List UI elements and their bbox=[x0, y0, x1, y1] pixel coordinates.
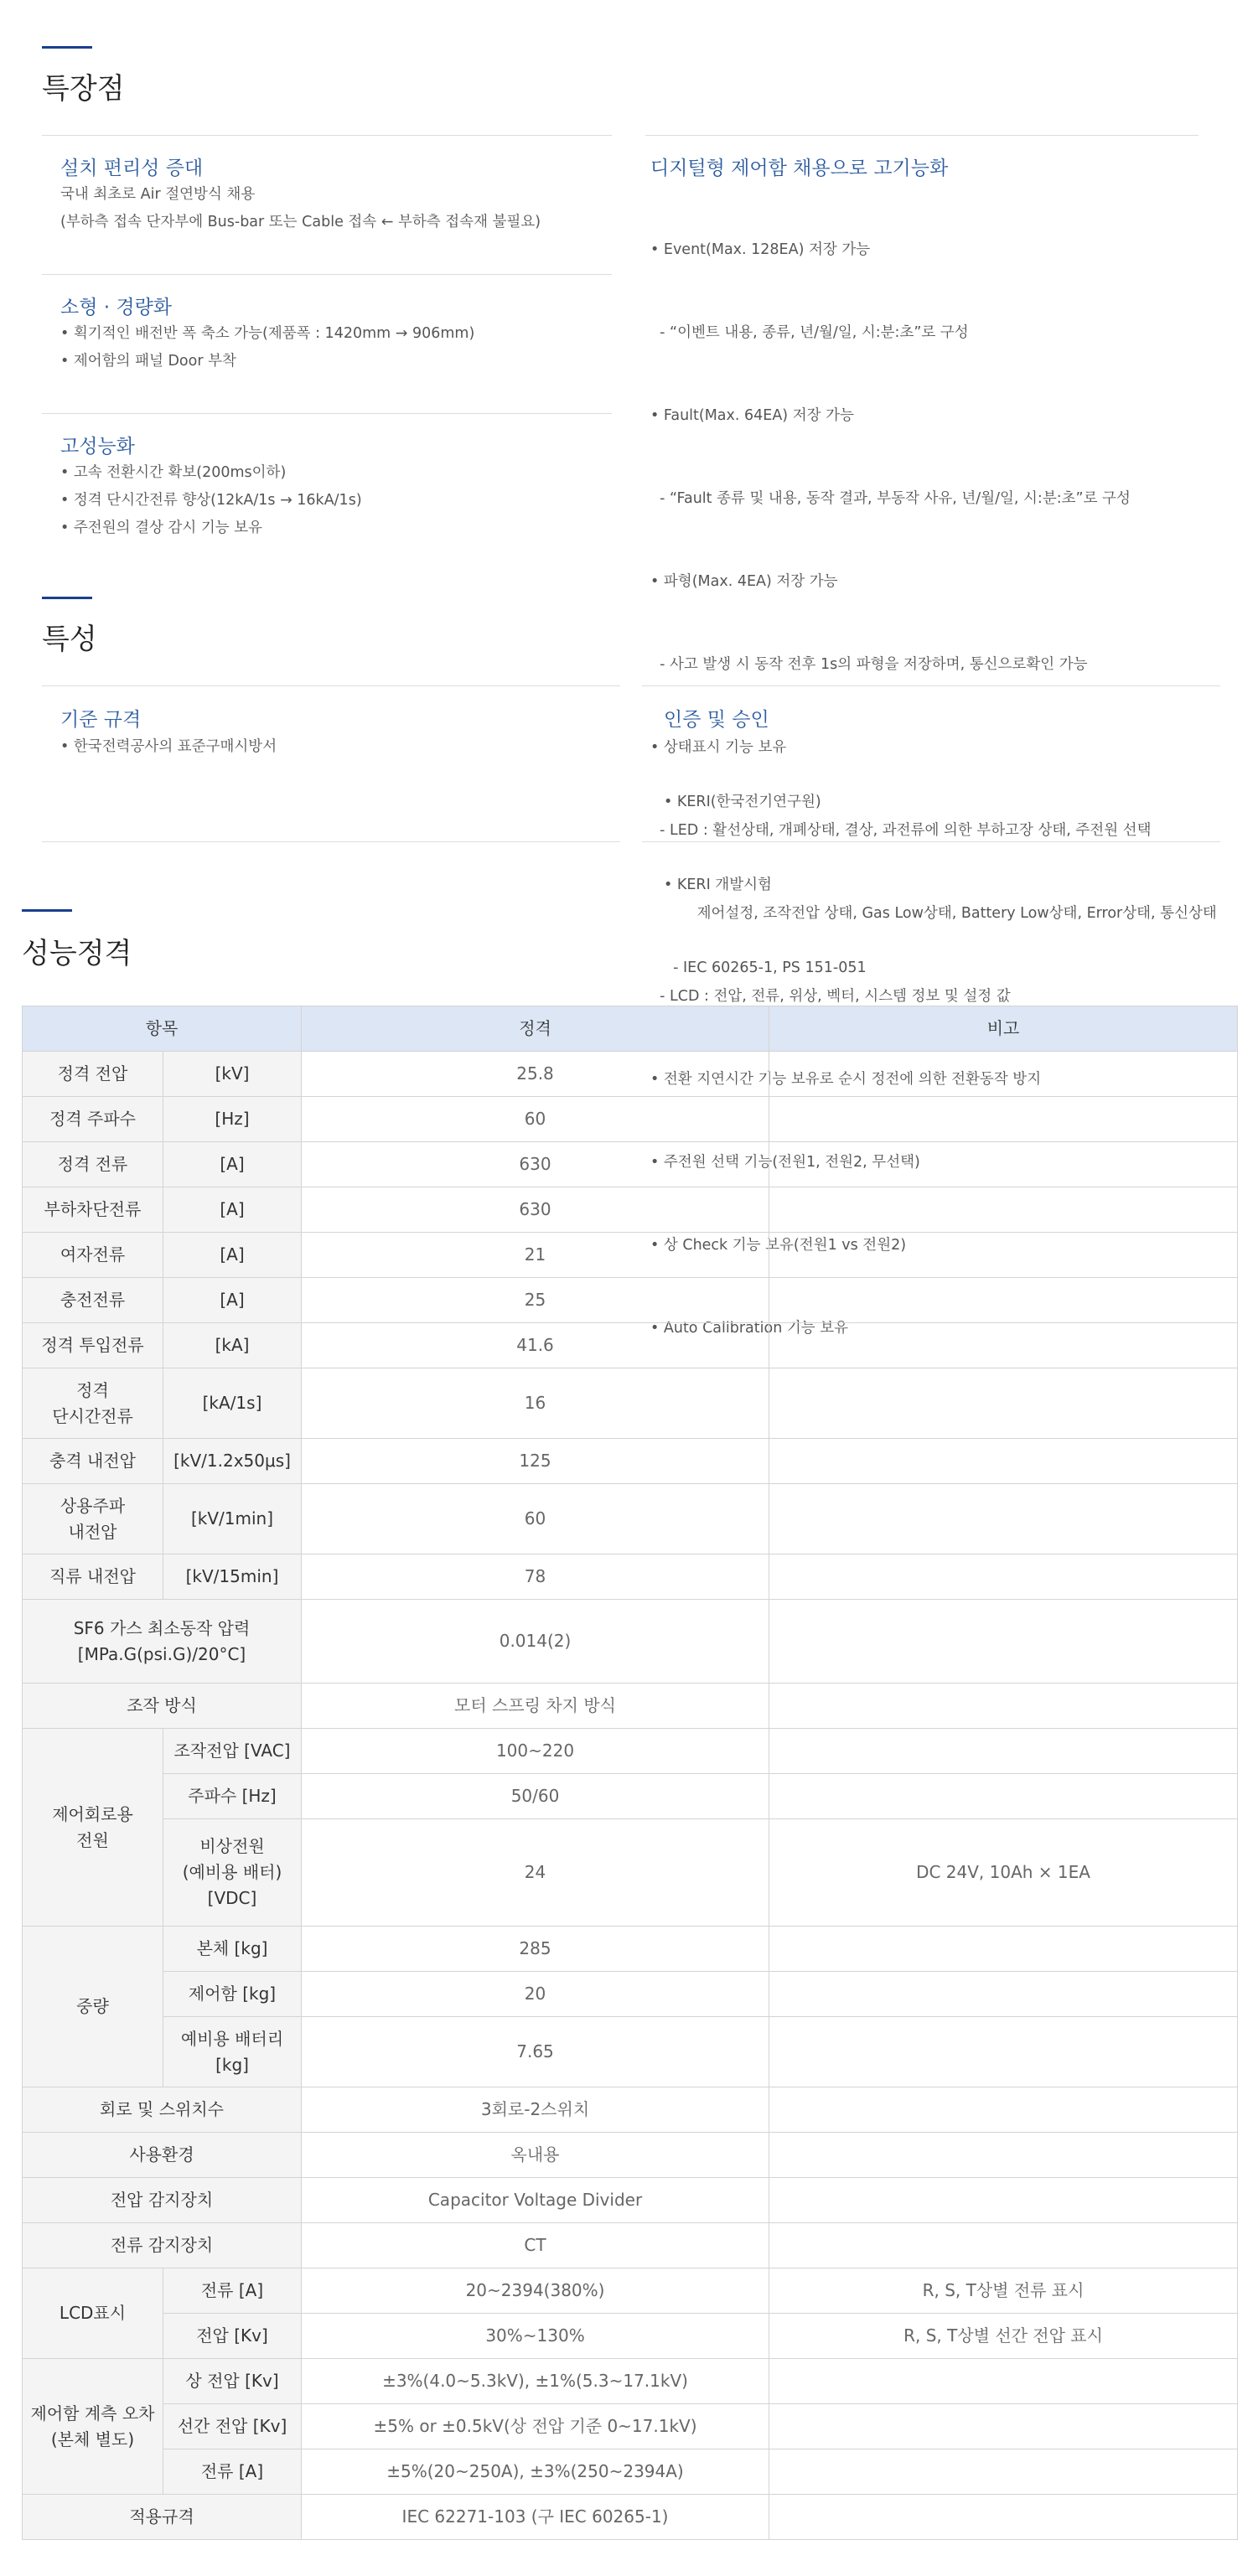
row-note: R, S, T상별 전류 표시 bbox=[769, 2268, 1238, 2314]
row-label: SF6 가스 최소동작 압력 [MPa.G(psi.G)/20°C] bbox=[23, 1600, 302, 1684]
table-row bbox=[23, 1323, 1238, 1368]
table-row bbox=[23, 1233, 1238, 1278]
table-row bbox=[23, 1684, 1238, 1729]
row-value: 100~220 bbox=[302, 1729, 769, 1774]
list-item: - LCD : 전압, 전류, 위상, 벡터, 시스템 정보 및 설정 값 bbox=[650, 988, 1011, 1005]
table-row bbox=[23, 2087, 1238, 2133]
row-value: 20 bbox=[302, 1972, 769, 2017]
row-value: 25.8 bbox=[302, 1052, 769, 1097]
row-note bbox=[769, 1278, 1238, 1323]
row-label: 제어함 [kg] bbox=[163, 1972, 302, 2017]
divider bbox=[42, 135, 612, 136]
table-row bbox=[23, 2449, 1238, 2495]
feature-list-compact bbox=[60, 320, 474, 375]
row-label: 정격 투입전류 bbox=[23, 1323, 163, 1368]
row-value: ±5%(20~250A), ±3%(250~2394A) bbox=[302, 2449, 769, 2495]
row-value: ±3%(4.0~5.3kV), ±1%(5.3~17.1kV) bbox=[302, 2359, 769, 2404]
list-item: • 전환 지연시간 기능 보유로 순시 정전에 의한 전환동작 방지 bbox=[650, 1071, 1042, 1088]
row-label: 상 전압 [Kv] bbox=[163, 2359, 302, 2404]
row-value: 20~2394(380%) bbox=[302, 2268, 769, 2314]
row-value: 7.65 bbox=[302, 2017, 769, 2087]
table-row bbox=[23, 1368, 1238, 1439]
list-item: 제어설정, 조작전압 상태, Gas Low상태, Battery Low상태, Error상태, 통신상태 bbox=[650, 905, 1217, 922]
table-row bbox=[23, 2495, 1238, 2540]
row-label: 전압 [Kv] bbox=[163, 2314, 302, 2359]
list-item: • KERI(한국전기연구원) bbox=[664, 794, 821, 810]
table-row bbox=[23, 1729, 1238, 1774]
table-row bbox=[23, 1600, 1238, 1684]
row-unit: [A] bbox=[163, 1233, 302, 1278]
row-value: 21 bbox=[302, 1233, 769, 1278]
char-list-standard bbox=[60, 733, 277, 761]
table-row bbox=[23, 2178, 1238, 2223]
ratings-title: 성능정격 bbox=[22, 937, 132, 970]
section-accent-bar bbox=[22, 909, 72, 912]
row-label: 여자전류 bbox=[23, 1233, 163, 1278]
list-item: - “이벤트 내용, 종류, 년/월/일, 시:분:초”로 구성 bbox=[650, 324, 969, 341]
row-label: 충격 내전압 bbox=[23, 1439, 163, 1484]
row-label: 상용주파 내전압 bbox=[23, 1484, 163, 1554]
row-note bbox=[769, 1142, 1238, 1187]
row-unit: [kA/1s] bbox=[163, 1368, 302, 1439]
divider bbox=[42, 841, 620, 842]
row-label: 전류 감지장치 bbox=[23, 2223, 302, 2268]
list-item: - “Fault 종류 및 내용, 동작 결과, 부동작 사유, 년/월/일, 시:분:초”로 구성 bbox=[650, 490, 1131, 507]
row-group-label: 제어회로용 전원 bbox=[23, 1729, 163, 1927]
row-label: 예비용 배터리 [kg] bbox=[163, 2017, 302, 2087]
list-item: • 획기적인 배전반 폭 축소 가능(제품폭 : 1420mm → 906mm) bbox=[60, 325, 475, 342]
row-note bbox=[769, 1368, 1238, 1439]
row-label: 조작전압 [VAC] bbox=[163, 1729, 302, 1774]
row-value: 60 bbox=[302, 1097, 769, 1142]
list-item: • 주전원의 결상 감시 기능 보유 bbox=[60, 520, 262, 536]
row-value: 30%~130% bbox=[302, 2314, 769, 2359]
row-value: 25 bbox=[302, 1278, 769, 1323]
divider bbox=[642, 841, 1220, 842]
row-label: 정격 단시간전류 bbox=[23, 1368, 163, 1439]
table-row bbox=[23, 2314, 1238, 2359]
list-item: • 파형(Max. 4EA) 저장 가능 bbox=[650, 573, 838, 590]
table-row bbox=[23, 1554, 1238, 1600]
list-item: - 사고 발생 시 동작 전후 1s의 파형을 저장하며, 통신으로확인 가능 bbox=[650, 656, 1088, 673]
row-note bbox=[769, 1187, 1238, 1233]
row-label: 직류 내전압 bbox=[23, 1554, 163, 1600]
row-note: DC 24V, 10Ah × 1EA bbox=[769, 1819, 1238, 1927]
table-row bbox=[23, 2133, 1238, 2178]
row-label: 선간 전압 [Kv] bbox=[163, 2404, 302, 2449]
section-accent-bar bbox=[42, 46, 92, 49]
row-group-label: 중량 bbox=[23, 1927, 163, 2087]
row-label: 본체 [kg] bbox=[163, 1927, 302, 1972]
divider bbox=[42, 274, 612, 275]
row-note bbox=[769, 1484, 1238, 1554]
row-note bbox=[769, 2087, 1238, 2133]
table-row bbox=[23, 2017, 1238, 2087]
row-note bbox=[769, 1600, 1238, 1684]
row-note bbox=[769, 1439, 1238, 1484]
table-header: 항목 bbox=[23, 1006, 302, 1052]
row-value: 630 bbox=[302, 1187, 769, 1233]
row-unit: [kV/1.2x50μs] bbox=[163, 1439, 302, 1484]
row-unit: [kV/15min] bbox=[163, 1554, 302, 1600]
row-value: 630 bbox=[302, 1142, 769, 1187]
table-row bbox=[23, 1927, 1238, 1972]
row-note bbox=[769, 2404, 1238, 2449]
features-title: 특장점 bbox=[42, 72, 125, 106]
divider bbox=[42, 413, 612, 414]
row-value: CT bbox=[302, 2223, 769, 2268]
row-note bbox=[769, 2359, 1238, 2404]
row-label: 사용환경 bbox=[23, 2133, 302, 2178]
row-unit: [A] bbox=[163, 1142, 302, 1187]
table-row bbox=[23, 1097, 1238, 1142]
row-note bbox=[769, 1729, 1238, 1774]
feature-list-installation bbox=[60, 181, 541, 236]
row-label: 정격 전류 bbox=[23, 1142, 163, 1187]
row-note bbox=[769, 1323, 1238, 1368]
row-label: 주파수 [Hz] bbox=[163, 1774, 302, 1819]
table-row bbox=[23, 1439, 1238, 1484]
row-value: 16 bbox=[302, 1368, 769, 1439]
row-value: 60 bbox=[302, 1484, 769, 1554]
list-item: • 고속 전환시간 확보(200ms이하) bbox=[60, 464, 287, 481]
characteristics-title: 특성 bbox=[42, 623, 97, 656]
row-value: ±5% or ±0.5kV(상 전압 기준 0~17.1kV) bbox=[302, 2404, 769, 2449]
row-label: 적용규격 bbox=[23, 2495, 302, 2540]
row-value: 모터 스프링 차지 방식 bbox=[302, 1684, 769, 1729]
list-item: • 상 Check 기능 보유(전원1 vs 전원2) bbox=[650, 1237, 907, 1254]
divider bbox=[42, 685, 620, 686]
row-label: 정격 전압 bbox=[23, 1052, 163, 1097]
row-note bbox=[769, 1052, 1238, 1097]
list-item: (부하측 접속 단자부에 Bus-bar 또는 Cable 접속 ← 부하측 접속재 불필요) bbox=[60, 214, 541, 230]
row-label: 전류 [A] bbox=[163, 2449, 302, 2495]
row-group-label: 제어함 계측 오차 (본체 별도) bbox=[23, 2359, 163, 2495]
row-unit: [kV] bbox=[163, 1052, 302, 1097]
row-label: 전류 [A] bbox=[163, 2268, 302, 2314]
row-unit: [kA] bbox=[163, 1323, 302, 1368]
row-label: 전압 감지장치 bbox=[23, 2178, 302, 2223]
row-value: 125 bbox=[302, 1439, 769, 1484]
char-list-certification bbox=[664, 733, 867, 1010]
row-note bbox=[769, 2133, 1238, 2178]
row-note: R, S, T상별 선간 전압 표시 bbox=[769, 2314, 1238, 2359]
row-note bbox=[769, 1927, 1238, 1972]
table-row bbox=[23, 1187, 1238, 1233]
table-row bbox=[23, 2404, 1238, 2449]
row-label: 부하차단전류 bbox=[23, 1187, 163, 1233]
row-note bbox=[769, 1774, 1238, 1819]
feature-heading-performance: 고성능화 bbox=[60, 436, 135, 458]
list-item: • 주전원 선택 기능(전원1, 전원2, 무선택) bbox=[650, 1154, 920, 1171]
row-unit: [A] bbox=[163, 1187, 302, 1233]
list-item: - LED : 활선상태, 개폐상태, 결상, 과전류에 의한 부하고장 상태, 주전원 선택 bbox=[650, 822, 1152, 839]
row-value: 50/60 bbox=[302, 1774, 769, 1819]
divider bbox=[642, 685, 1220, 686]
row-label: 회로 및 스위치수 bbox=[23, 2087, 302, 2133]
row-unit: [kV/1min] bbox=[163, 1484, 302, 1554]
table-row bbox=[23, 2359, 1238, 2404]
divider bbox=[645, 135, 1198, 136]
feature-heading-digital: 디지털형 제어함 채용으로 고기능화 bbox=[650, 158, 949, 179]
list-item: • 상태표시 기능 보유 bbox=[650, 739, 787, 756]
ratings-table bbox=[22, 1006, 1238, 2540]
feature-heading-installation: 설치 편리성 증대 bbox=[60, 158, 204, 179]
row-note bbox=[769, 1233, 1238, 1278]
section-accent-bar bbox=[42, 597, 92, 599]
list-item: • 정격 단시간전류 향상(12kA/1s → 16kA/1s) bbox=[60, 492, 362, 509]
list-item: • 제어함의 패널 Door 부착 bbox=[60, 353, 236, 370]
char-heading-certification: 인증 및 승인 bbox=[664, 709, 769, 731]
row-label: 조작 방식 bbox=[23, 1684, 302, 1729]
table-row bbox=[23, 1142, 1238, 1187]
row-note bbox=[769, 1972, 1238, 2017]
row-group-label: LCD표시 bbox=[23, 2268, 163, 2359]
table-header: 비고 bbox=[769, 1006, 1238, 1052]
table-row bbox=[23, 1484, 1238, 1554]
list-item: • 한국전력공사의 표준구매시방서 bbox=[60, 738, 277, 755]
row-label: 정격 주파수 bbox=[23, 1097, 163, 1142]
table-header: 정격 bbox=[302, 1006, 769, 1052]
table-row bbox=[23, 2223, 1238, 2268]
char-heading-standard: 기준 규격 bbox=[60, 709, 142, 731]
list-item: 국내 최초로 Air 절연방식 채용 bbox=[60, 186, 256, 203]
table-row bbox=[23, 1774, 1238, 1819]
list-item: • KERI 개발시험 bbox=[664, 877, 772, 893]
row-label: 충전전류 bbox=[23, 1278, 163, 1323]
row-value: 41.6 bbox=[302, 1323, 769, 1368]
list-item: • Fault(Max. 64EA) 저장 가능 bbox=[650, 407, 854, 424]
table-row bbox=[23, 1052, 1238, 1097]
row-note bbox=[769, 1554, 1238, 1600]
row-note bbox=[769, 2178, 1238, 2223]
row-note bbox=[769, 2017, 1238, 2087]
row-value: 78 bbox=[302, 1554, 769, 1600]
list-item: - IEC 60265-1, PS 151-051 bbox=[664, 960, 867, 976]
row-value: 285 bbox=[302, 1927, 769, 1972]
row-label: 비상전원 (예비용 배터) [VDC] bbox=[163, 1819, 302, 1927]
table-row bbox=[23, 1972, 1238, 2017]
feature-list-performance bbox=[60, 459, 362, 542]
table-row bbox=[23, 1278, 1238, 1323]
row-note bbox=[769, 2223, 1238, 2268]
list-item: • Event(Max. 128EA) 저장 가능 bbox=[650, 241, 871, 258]
row-value: 3회로-2스위치 bbox=[302, 2087, 769, 2133]
row-value: 24 bbox=[302, 1819, 769, 1927]
row-note bbox=[769, 2449, 1238, 2495]
row-value: IEC 62271-103 (구 IEC 60265-1) bbox=[302, 2495, 769, 2540]
table-row bbox=[23, 1819, 1238, 1927]
row-note bbox=[769, 1684, 1238, 1729]
row-note bbox=[769, 1097, 1238, 1142]
list-item: • Auto Calibration 기능 보유 bbox=[650, 1320, 849, 1337]
row-value: Capacitor Voltage Divider bbox=[302, 2178, 769, 2223]
row-unit: [A] bbox=[163, 1278, 302, 1323]
row-note bbox=[769, 2495, 1238, 2540]
row-unit: [Hz] bbox=[163, 1097, 302, 1142]
row-value: 0.014(2) bbox=[302, 1600, 769, 1684]
row-value: 옥내용 bbox=[302, 2133, 769, 2178]
table-row bbox=[23, 2268, 1238, 2314]
feature-heading-compact: 소형 · 경량화 bbox=[60, 297, 173, 318]
